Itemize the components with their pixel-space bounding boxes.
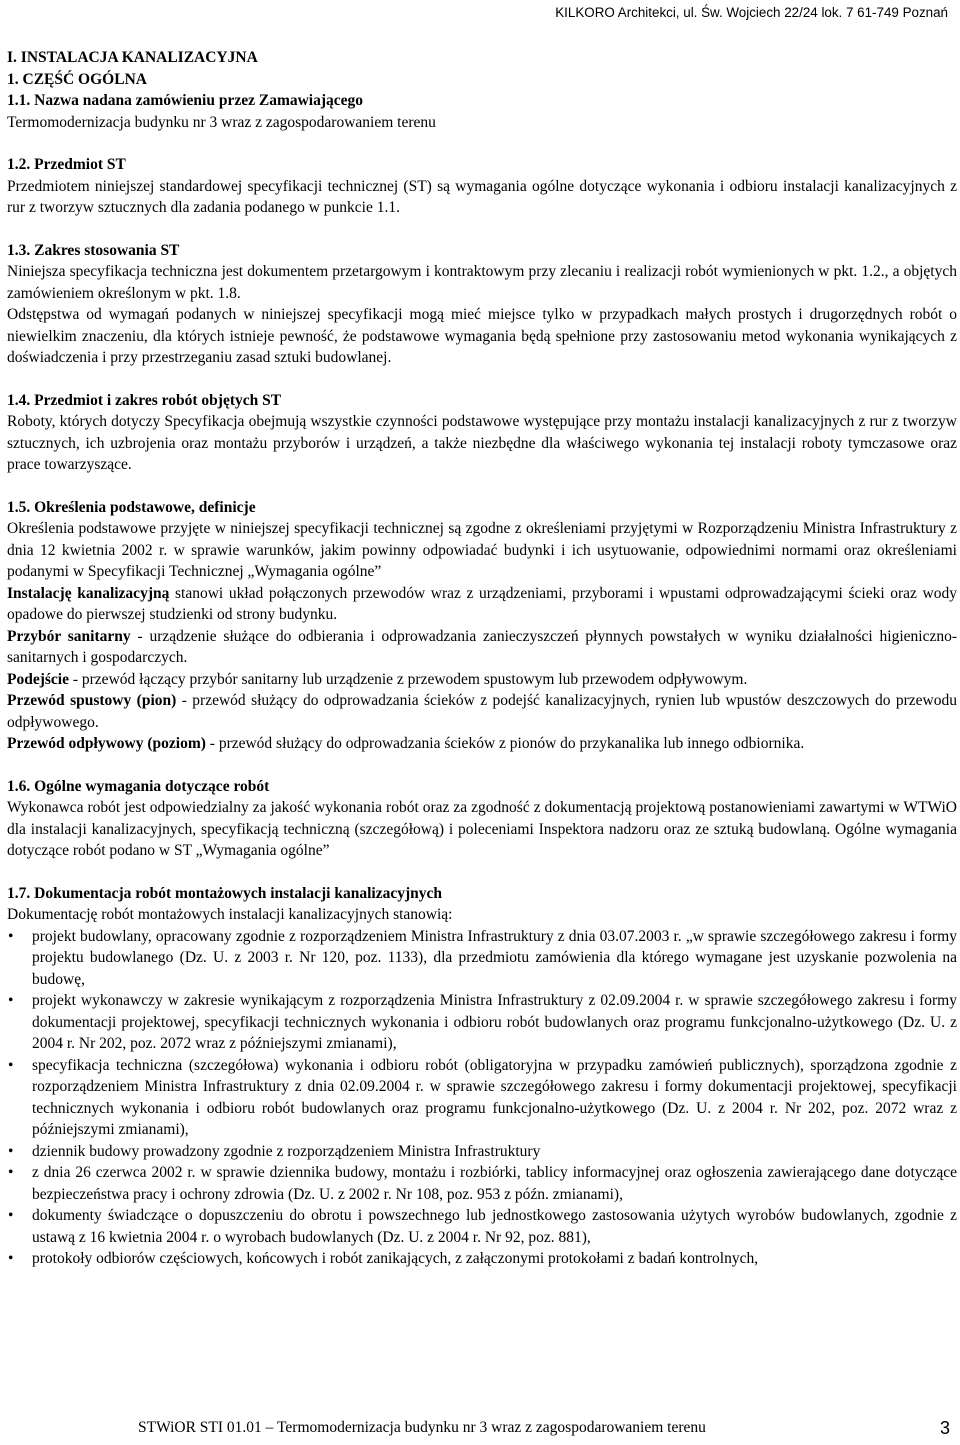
list-item: • specyfikacja techniczna (szczegółowa) wykonania i odbioru robót (obligatoryjna w przypadku zamówień publicznych), sporządzona zgodnie z rozporządzeniem Ministra Infrastruktury z dnia 02.09.2004 r. w sprawie szczegółowego zakresu i formy dokumentacji projektowej, specyfikacji technicznych wykonania i odbioru robót budowlanych oraz programu funkcjonalno-użytkowego (Dz. U. z 2004 r. Nr 202, poz. 2072 wraz z późniejszymi zmianami), [8,1056,957,1138]
definition-text: - urządzenie służące do odbierania i odprowadzania zanieczyszczeń płynnych powstałych w wyniku działalności higieniczno-sanitarnych i gospodarczych. [7,627,957,666]
section-1-5-heading: 1.5. Określenia podstawowe, definicje [7,498,256,516]
list-item: • projekt budowlany, opracowany zgodnie z rozporządzeniem Ministra Infrastruktury z dnia 03.07.2003 r. „w sprawie szczegółowego zakresu i formy projektu budowlanego (Dz. U. z 2003 r. Nr 120, poz. 1133), dla przedmiotu zamówienia dla którego wymagane jest uzyskanie pozwolenia na budowę, [8,927,957,988]
document-body [7,47,957,1270]
section-1-7-heading: 1.7. Dokumentacja robót montażowych instalacji kanalizacyjnych [7,884,442,902]
definition-text: - przewód łączący przybór sanitarny lub urządzenie z przewodem spustowym lub przewodem odpływowym. [68,670,748,688]
definition-term: Podejście [7,670,69,688]
title-general-part: 1. CZĘŚĆ OGÓLNA [7,70,147,88]
definition-podejscie [7,669,957,691]
section-1-5-intro: Określenia podstawowe przyjęte w niniejszej specyfikacji technicznej są zgodne z określeniami przyjętymi w Rozporządzeniu Ministra Infrastruktury z dnia 12 kwietnia 2002 r. w sprawie warunków, jakim powinny odpowiadać budynki i ich usytuowanie, odpowiednimi normami oraz określeniami podanymi w Specyfikacji Technicznej „Wymagania ogólne” [7,520,957,580]
definition-text: stanowi układ połączonych przewodów wraz z urządzeniami, przyborami i wpustami odprowadzającymi ścieki oraz wody opadowe do pierwszej studzienki od strony budynku. [7,584,958,623]
section-1-6-heading: 1.6. Ogólne wymagania dotyczące robót [7,777,270,795]
section-1-3-heading: 1.3. Zakres stosowania ST [7,241,180,259]
title-installation: I. INSTALACJA KANALIZACYJNA [7,49,258,66]
definition-przybor [7,626,957,669]
list-item: • dokumenty świadczące o dopuszczeniu do obrotu i powszechnego lub jednostkowego zastosowania użytych wyrobów budowlanych, zgodnie z ustawą z 16 kwietnia 2004 r. o wyrobach budowlanych (Dz. U. z 2004 r. Nr 92, poz. 881), [8,1207,957,1246]
definition-term: Przybór sanitarny [7,627,131,645]
order-name: Termomodernizacja budynku nr 3 wraz z zagospodarowaniem terenu [7,113,436,131]
bullet-icon: • [8,1142,14,1160]
section-1-2-heading: 1.2. Przedmiot ST [7,156,126,173]
bullet-icon: • [8,1207,14,1224]
list-item: • dziennik budowy prowadzony zgodnie z rozporządzeniem Ministra Infrastruktury [7,1141,957,1163]
definition-text: - przewód służący do odprowadzania ścieków z podejść kanalizacyjnych, rynien lub wpustów deszczowych do przewodu odpływowego. [7,692,957,731]
section-1-3-paragraph-1: Niniejsza specyfikacja techniczna jest dokumentem przetargowym i kontraktowym przy zlecaniu i realizacji robót wymienionych w pkt. 1.2., a objętych zamówieniem określonym w pkt. 1.8. [7,263,957,302]
bullet-icon: • [8,992,14,1009]
list-item: • projekt wykonawczy w zakresie wynikającym z rozporządzenia Ministra Infrastruktury z 02.09.2004 r. w sprawie szczegółowego zakresu i formy dokumentacji projektowej, specyfikacji technicznych wykonania i odbioru robót budowlanych oraz programu funkcjonalno-użytkowego (Dz. U. z 2004 r. Nr 202, poz. 2072 wraz z późniejszymi zmianami), [8,992,957,1052]
bullet-icon: • [8,1164,14,1181]
bullet-icon: • [8,1250,14,1267]
definition-text: - przewód służący do odprowadzania ścieków z pionów do przykanalika lub innego odbiornika. [205,735,805,752]
section-1-4-heading: 1.4. Przedmiot i zakres robót objętych ST [7,391,282,409]
definition-instalacja [7,583,957,626]
list-item: • z dnia 26 czerwca 2002 r. w sprawie dziennika budowy, montażu i rozbiórki, tablicy informacyjnej oraz ogłoszenia zawierającego dane dotyczące bezpieczeństwa pracy i ochrony zdrowia (Dz. U. z 2002 r. Nr 108, poz. 953 z późn. zmianami), [8,1164,957,1203]
section-1-7-intro: Dokumentację robót montażowych instalacji kanalizacyjnych stanowią: [7,906,453,923]
section-1-2-body: Przedmiotem niniejszej standardowej specyfikacji technicznej (ST) są wymagania ogólne dotyczące wykonania i odbioru instalacji kanalizacyjnych z rur z tworzyw sztucznych dla zadania podanego w punkcie 1.1. [7,177,957,216]
section-1-1-heading: 1.1. Nazwa nadana zamówieniu przez Zamawiającego [7,92,364,109]
list-item: • protokoły odbiorów częściowych, końcowych i robót zanikających, z załączonymi protokołami z badań kontrolnych, [7,1248,957,1270]
definition-term: Przewód odpływowy (poziom) [7,735,206,752]
bullet-icon: • [8,927,14,945]
documentation-list [7,926,957,1270]
section-1-3-paragraph-2: Odstępstwa od wymagań podanych w niniejszej specyfikacji mogą mieć miejsce tylko w przypadkach małych prostych i drugorzędnych robót o niewielkim znaczeniu, dla których istnieje pewność, że podstawowe wymagania będą spełnione przy zastosowaniu metod wykonania wynikających z doświadczenia i przy przestrzeganiu zasad sztuki budowlanej. [7,306,957,366]
section-1-6-body: Wykonawca robót jest odpowiedzialny za jakość wykonania robót oraz za zgodność z dokumentacją projektową postanowieniami zawartymi w WTWiO dla instalacji kanalizacyjnych, specyfikacją techniczną (szczegółową) i poleceniami Inspektora nadzoru oraz ze sztuką budowlaną. Ogólne wymagania dotyczące robót podano w ST „Wymagania ogólne” [7,799,957,859]
bullet-icon: • [8,1056,14,1074]
definition-term: Przewód spustowy (pion) [7,692,177,709]
page-number: 3 [939,1418,950,1438]
page-footer: STWiOR STI 01.01 – Termomodernizacja budynku nr 3 wraz z zagospodarowaniem terenu [138,1419,706,1436]
definition-przewod-spustowy [7,690,957,733]
page-header: KILKORO Architekci, ul. Św. Wojciech 22/24 lok. 7 61-749 Poznań [555,5,948,20]
section-1-4-body: Roboty, których dotyczy Specyfikacja obejmują wszystkie czynności podstawowe występujące przy montażu instalacji kanalizacyjnych z rur z tworzyw sztucznych, ich uzbrojenia oraz montażu przyborów i urządzeń, a także niezbędne dla właściwego wykonania tej instalacji roboty tymczasowe oraz prace towarzyszące. [7,413,957,473]
definition-term: Instalację kanalizacyjną [7,584,170,602]
definition-przewod-odplywowy [7,733,957,755]
